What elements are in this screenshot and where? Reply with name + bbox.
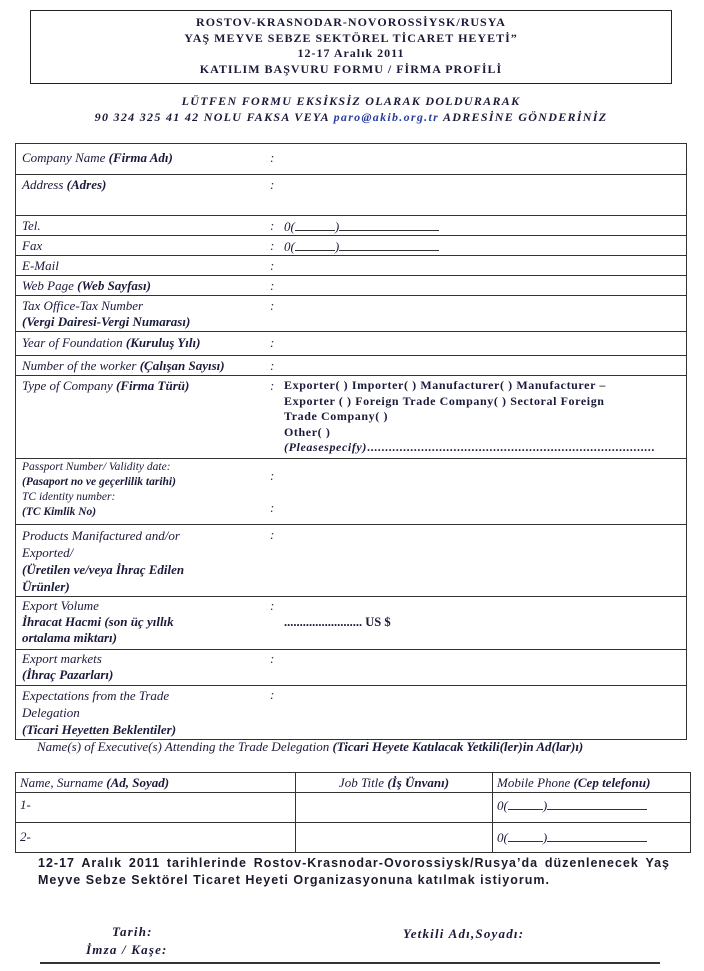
colon: : bbox=[270, 598, 275, 613]
colon: : bbox=[270, 218, 275, 233]
year-row bbox=[16, 332, 686, 351]
email-label: E-Mail bbox=[22, 258, 59, 273]
participation-declaration: 12-17 Aralık 2011 tarihlerinde Rostov-Krasnodar-Ovorossiysk/Rusya’da düzenlenecek Yaş Meyve Sebze Sektörel Ticaret Heyeti Organizasyonuna katılmak istiyorum. bbox=[38, 856, 670, 887]
executive-2-name[interactable]: 2- bbox=[16, 823, 296, 853]
type-options-line-3: Trade Company( ) bbox=[284, 409, 389, 423]
executives-table bbox=[15, 772, 691, 853]
company-name-row bbox=[16, 144, 686, 166]
company-name-field[interactable] bbox=[284, 144, 686, 166]
colon: : bbox=[270, 358, 275, 373]
header-line-1: ROSTOV-KRASNODAR-NOVOROSSİYSK/RUSYA bbox=[196, 15, 506, 29]
year-field[interactable] bbox=[284, 332, 686, 351]
company-type-label: Type of Company (Firma Türü) bbox=[22, 378, 190, 393]
email-field[interactable] bbox=[284, 256, 686, 274]
web-row bbox=[16, 276, 686, 294]
export-markets-row bbox=[16, 650, 686, 683]
tax-field[interactable] bbox=[284, 296, 686, 330]
colon: : bbox=[270, 278, 275, 293]
sign-stamp-label: İmza / Kaşe: bbox=[86, 942, 168, 957]
executive-1-phone[interactable]: 0( ) bbox=[493, 793, 691, 823]
instruction-line-2 bbox=[30, 110, 672, 125]
executive-1-job[interactable] bbox=[296, 793, 493, 823]
fax-field[interactable]: 0( ) bbox=[284, 236, 686, 255]
export-markets-field[interactable] bbox=[284, 650, 686, 683]
type-options-line-5: (Pleasespecify)................................................................................ bbox=[284, 440, 655, 454]
company-profile-table bbox=[15, 143, 687, 740]
passport-field[interactable] bbox=[284, 459, 686, 524]
expectations-label: Expectations from the Trade Delegation (Ticari Heyetten Beklentiler) bbox=[22, 688, 177, 737]
address-label: Address (Adres) bbox=[22, 177, 107, 192]
workers-label: Number of the worker (Çalışan Sayısı) bbox=[22, 358, 225, 373]
date-label: Tarih: bbox=[112, 924, 153, 939]
products-row bbox=[16, 525, 686, 595]
executive-1-name[interactable]: 1- bbox=[16, 793, 296, 823]
passport-colons: : : bbox=[270, 468, 275, 515]
colon: : bbox=[270, 651, 275, 666]
type-options-line-1: Exporter( ) Importer( ) Manufacturer( ) Manufacturer – bbox=[284, 378, 606, 392]
products-label: Products Manifactured and/or Exported/ (Üretilen ve/veya İhraç Edilen Ürünler) bbox=[22, 528, 185, 594]
year-label: Year of Foundation (Kuruluş Yılı) bbox=[22, 335, 201, 350]
company-name-label: Company Name (Firma Adı) bbox=[22, 150, 173, 165]
web-field[interactable] bbox=[284, 276, 686, 294]
fax-instruction: 90 324 325 41 42 NOLU FAKSA VEYA bbox=[94, 110, 330, 124]
instruction-line-1: LÜTFEN FORMU EKSİKSİZ OLARAK DOLDURARAK bbox=[181, 94, 521, 108]
tel-label: Tel. bbox=[22, 218, 41, 233]
tel-row bbox=[16, 216, 686, 235]
fax-label: Fax bbox=[22, 238, 43, 253]
email-row bbox=[16, 256, 686, 274]
web-label: Web Page (Web Sayfası) bbox=[22, 278, 151, 293]
send-instruction: ADRESİNE GÖNDERİNİZ bbox=[442, 110, 608, 124]
products-field[interactable] bbox=[284, 525, 686, 595]
colon: : bbox=[270, 335, 275, 350]
col-name-header: Name, Surname (Ad, Soyad) bbox=[16, 773, 296, 793]
passport-label: Passport Number/ Validity date: (Pasaport no ve geçerlilik tarihi) TC identity number: (TC Kimlik No) bbox=[22, 461, 176, 518]
export-volume-label: Export Volume İhracat Hacmi (son üç yıllık ortalama miktarı) bbox=[22, 598, 174, 645]
fax-row bbox=[16, 236, 686, 255]
executive-2-job[interactable] bbox=[296, 823, 493, 853]
workers-row bbox=[16, 356, 686, 374]
authorized-name-label: Yetkili Adı,Soyadı: bbox=[403, 926, 525, 941]
company-type-options[interactable] bbox=[284, 376, 686, 456]
workers-field[interactable] bbox=[284, 356, 686, 374]
passport-row bbox=[16, 459, 686, 524]
expectations-field[interactable] bbox=[284, 686, 686, 738]
tel-field[interactable]: 0( ) bbox=[284, 216, 686, 235]
export-volume-field[interactable]: ......................... US $ bbox=[284, 615, 391, 629]
header-line-3: 12-17 Aralık 2011 bbox=[297, 46, 405, 60]
expectations-row bbox=[16, 686, 686, 738]
colon: : bbox=[270, 298, 275, 313]
export-markets-label: Export markets (İhraç Pazarları) bbox=[22, 651, 114, 682]
colon: : bbox=[270, 150, 275, 165]
colon: : bbox=[270, 687, 275, 702]
col-job-header: Job Title (İş Ünvanı) bbox=[296, 773, 493, 793]
address-field[interactable] bbox=[284, 175, 686, 193]
tax-row bbox=[16, 296, 686, 330]
form-header bbox=[30, 10, 672, 84]
email-link[interactable]: paro@akib.org.tr bbox=[333, 110, 440, 124]
company-type-row bbox=[16, 376, 686, 456]
header-line-4: KATILIM BAŞVURU FORMU / FİRMA PROFİLİ bbox=[199, 61, 503, 76]
colon: : bbox=[270, 177, 275, 192]
colon: : bbox=[270, 258, 275, 273]
colon: : bbox=[270, 378, 275, 393]
address-row bbox=[16, 175, 686, 193]
colon: : bbox=[270, 527, 275, 542]
col-phone-header: Mobile Phone (Cep telefonu) bbox=[493, 773, 691, 793]
export-volume-row bbox=[16, 597, 686, 646]
type-options-line-2: Exporter ( ) Foreign Trade Company( ) Sectoral Foreign bbox=[284, 393, 605, 408]
bottom-rule bbox=[40, 962, 660, 964]
executives-caption: Name(s) of Executive(s) Attending the Trade Delegation (Ticari Heyete Katılacak Yetkili(ler)in Ad(lar)ı) bbox=[37, 739, 584, 754]
tax-label: Tax Office-Tax Number (Vergi Dairesi-Vergi Numarası) bbox=[22, 298, 191, 329]
header-line-2: YAŞ MEYVE SEBZE SEKTÖREL TİCARET HEYETİ” bbox=[184, 30, 518, 45]
colon: : bbox=[270, 238, 275, 253]
type-options-line-4: Other( ) bbox=[284, 424, 331, 439]
executive-2-phone[interactable]: 0( ) bbox=[493, 823, 691, 853]
